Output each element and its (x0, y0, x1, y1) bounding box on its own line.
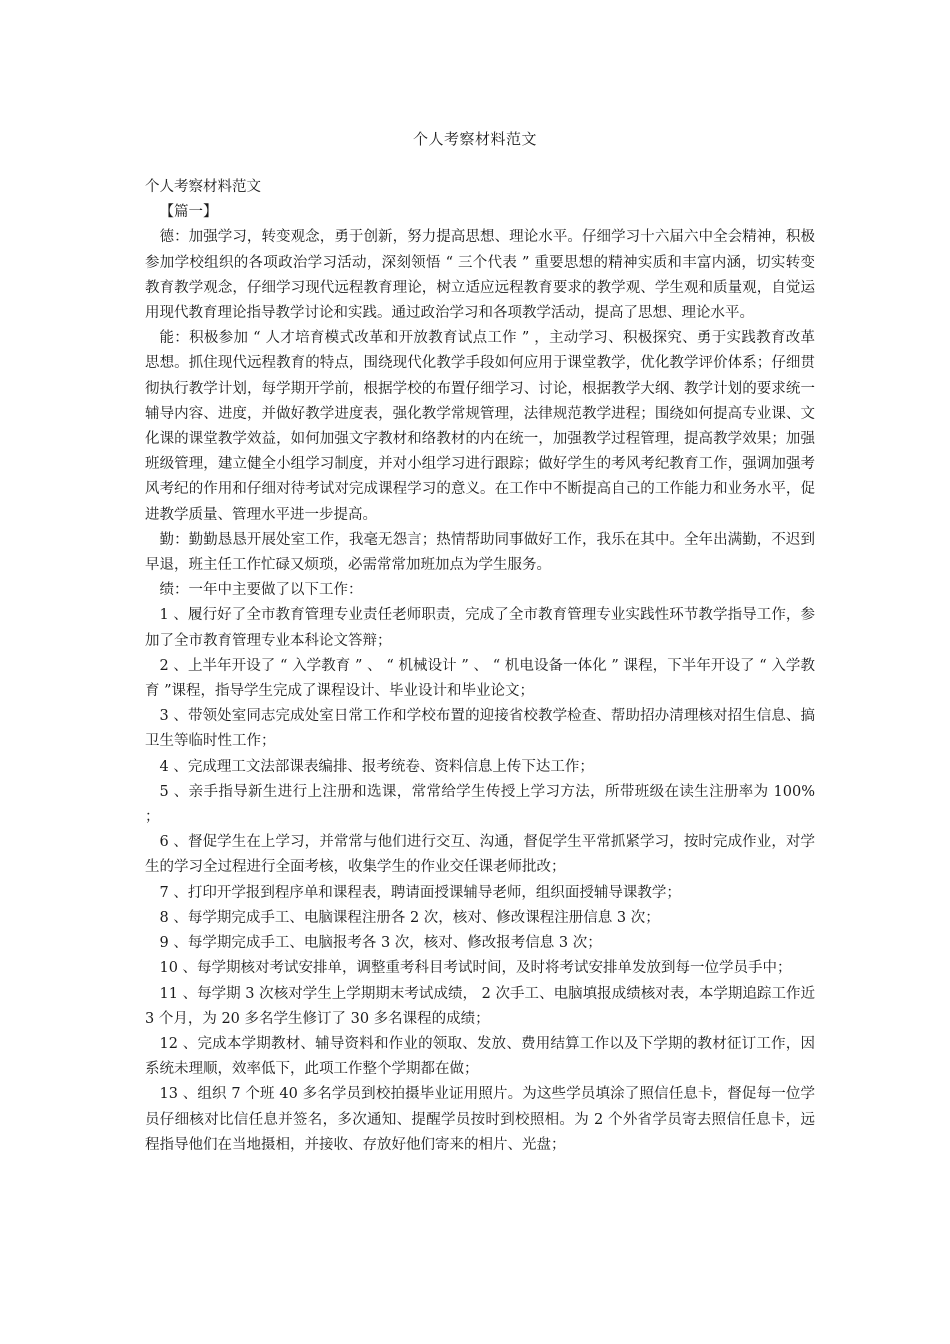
list-item-2: 2 、上半年开设了 “ 入学教育 ” 、 “ 机械设计 ” 、 “ 机电设备一体化 ” 课程，下半年开设了 “ 入学教育 ”课程，指导学生完成了课程设计、毕业设计和毕业论文； (145, 657, 815, 700)
section-label: 【篇一】 (159, 204, 218, 221)
list-item-13: 13 、组织 7 个班 40 多名学员到校拍摄毕业证用照片。为这些学员填涂了照信任息卡，督促每一位学员仔细核对比信任息并签名，多次通知、提醒学员按时到校照相。为 2 个外省学员寄去照信任息卡，远程指导他们在当地摄相，并接收、存放好他们寄来的相片、光盘； (145, 1086, 815, 1153)
document-body (145, 175, 815, 1158)
paragraph-neng: 能：积极参加 “ 人才培育模式改革和开放教育试点工作 ” ，主动学习、积极探究、勇于实践教育改革思想。抓住现代远程教育的特点，围绕现代化教学手段如何应用于课堂教学，优化教学评价体系；仔细贯彻执行教学计划，每学期开学前，根据学校的布置仔细学习、讨论，根据教学大纲、教学计划的要求统一辅导内容、进度，并做好教学进度表，强化教学常规管理，法律规范教学进程；围绕如何提高专业课、文化课的课堂教学效益，如何加强文字教材和络教材的内在统一，加强教学过程管理，提高教学效果；加强班级管理，建立健全小组学习制度，并对小组学习进行跟踪；做好学生的考风考纪教育工作，强调加强考风考纪的作用和仔细对待考试对完成课程学习的意义。在工作中不断提高自己的工作能力和业务水平，促进教学质量、管理水平进一步提高。 (145, 330, 815, 523)
list-item-11: 11 、每学期 3 次核对学生上学期期末考试成绩， 2 次手工、电脑填报成绩核对表，本学期追踪工作近 3 个月，为 20 多名学生修订了 30 多名课程的成绩； (145, 985, 815, 1027)
list-item-5: 5 、亲手指导新生进行上注册和选课，常常给学生传授上学习方法，所带班级在读生注册率为 100% ； (145, 783, 815, 826)
list-item-7: 7 、打印开学报到程序单和课程表，聘请面授课辅导老师，组织面授辅导课教学； (159, 884, 681, 901)
document-subtitle: 个人考察材料范文 (145, 179, 261, 195)
list-item-9: 9 、每学期完成手工、电脑报考各 3 次，核对、修改报考信息 3 次； (159, 935, 602, 952)
list-item-6: 6 、督促学生在上学习，并常常与他们进行交互、沟通，督促学生平常抓紧学习，按时完成作业，对学生的学习全过程进行全面考核，收集学生的作业交任课老师批改； (145, 834, 815, 876)
list-item-4: 4 、完成理工文法部课表编排、报考统卷、资料信息上传下达工作； (159, 758, 594, 775)
paragraph-ji: 绩：一年中主要做了以下工作： (159, 582, 363, 599)
list-item-10: 10 、每学期核对考试安排单，调整重考科目考试时间，及时将考试安排单发放到每一位学员手中； (159, 960, 792, 977)
document-title: 个人考察材料范文 (412, 130, 537, 148)
list-item-3: 3 、带领处室同志完成处室日常工作和学校布置的迎接省校教学检查、帮助招办清理核对招生信息、搞卫生等临时性工作； (145, 708, 815, 750)
list-item-12: 12 、完成本学期教材、辅导资料和作业的领取、发放、费用结算工作以及下学期的教材征订工作，因系统未理顺，效率低下，此项工作整个学期都在做； (145, 1035, 815, 1078)
paragraph-qin: 勤：勤勤恳恳开展处室工作，我毫无怨言；热情帮助同事做好工作，我乐在其中。全年出满勤，不迟到早退，班主任工作忙碌又烦琐，必需常常加班加点为学生服务。 (145, 531, 815, 574)
list-item-1: 1 、履行好了全市教育管理专业责任老师职责，完成了全市教育管理专业实践性环节教学指导工作，参加了全市教育管理专业本科论文答辩； (145, 607, 815, 649)
list-item-8: 8 、每学期完成手工、电脑课程注册各 2 次，核对、修改课程注册信息 3 次； (159, 909, 660, 926)
paragraph-de: 德：加强学习，转变观念，勇于创新，努力提高思想、理论水平。仔细学习十六届六中全会精神，积极参加学校组织的各项政治学习活动，深刻领悟 “ 三个代表 ” 重要思想的精神实质和丰富内涵，切实转变教育教学观念，仔细学习现代远程教育理论，树立适应远程教育要求的教学观、学生观和质量观，自觉运用现代教育理论指导教学讨论和实践。通过政治学习和各项教学活动，提高了思想、理论水平。 (145, 229, 815, 322)
